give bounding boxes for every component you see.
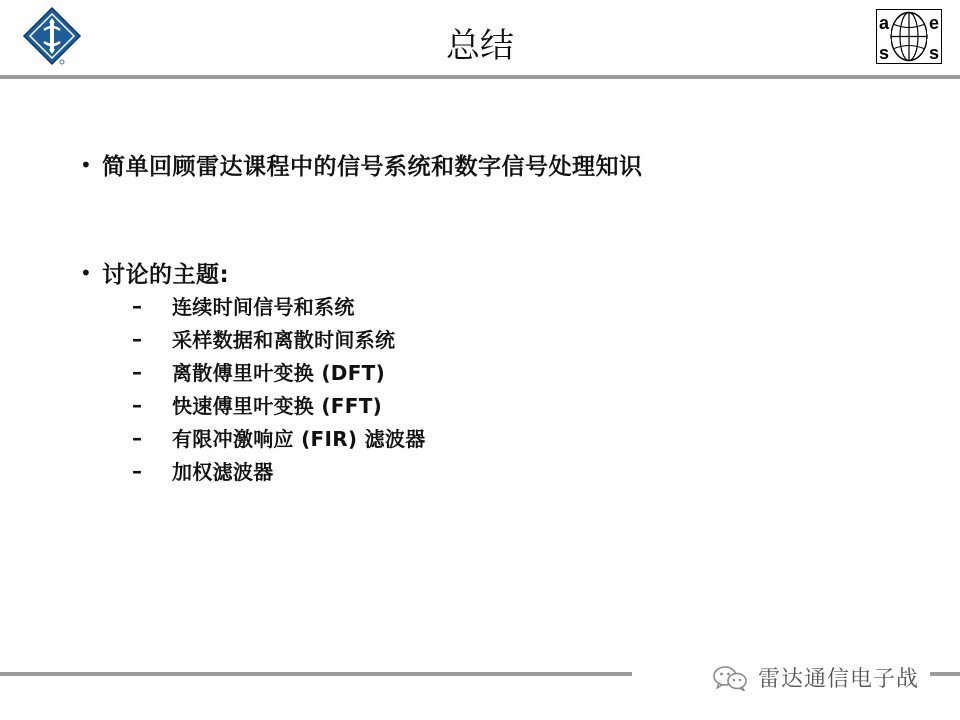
watermark-text: 雷达通信电子战	[758, 667, 920, 692]
aess-letter-s1: s	[878, 43, 890, 63]
bullet-dot: •	[80, 260, 92, 285]
sub-bullet-item	[132, 355, 426, 388]
bullet-dot: •	[80, 152, 92, 177]
aess-logo-icon	[876, 9, 942, 64]
footer-divider	[0, 672, 632, 676]
sub-bullet-text: 加权滤波器	[172, 460, 274, 484]
sub-bullet-item	[132, 454, 426, 487]
bullet-text: 讨论的主题:	[102, 262, 230, 288]
sub-bullet-dash: –	[132, 425, 142, 450]
sub-bullet-text: 离散傅里叶变换 (DFT)	[172, 361, 386, 385]
aess-letter-s2: s	[928, 43, 940, 63]
sub-bullet-text: 快速傅里叶变换 (FFT)	[172, 394, 383, 418]
slide-title: 总结	[446, 26, 514, 66]
bullet-item	[80, 148, 643, 181]
aess-letter-e: e	[928, 13, 940, 33]
bullet-text: 简单回顾雷达课程中的信号系统和数字信号处理知识	[102, 154, 643, 180]
sub-bullet-text: 连续时间信号和系统	[172, 295, 355, 319]
sub-bullet-text: 有限冲激响应 (FIR) 滤波器	[172, 427, 426, 451]
sub-bullet-item	[132, 289, 426, 322]
sub-bullet-item	[132, 322, 426, 355]
sub-bullet-dash: –	[132, 326, 142, 351]
sub-bullet-item	[132, 421, 426, 454]
aess-letter-a: a	[878, 13, 890, 33]
wechat-icon	[712, 665, 748, 691]
sub-bullet-dash: –	[132, 458, 142, 483]
sub-bullet-dash: –	[132, 293, 142, 318]
header-divider	[0, 75, 960, 79]
sub-bullet-text: 采样数据和离散时间系统	[172, 328, 396, 352]
bullet-item	[80, 256, 229, 289]
sub-bullet-dash: –	[132, 359, 142, 384]
watermark	[712, 662, 919, 693]
sub-bullet-list	[132, 289, 426, 487]
sub-bullet-dash: –	[132, 392, 142, 417]
sub-bullet-item	[132, 388, 426, 421]
footer-divider-right	[930, 672, 960, 676]
